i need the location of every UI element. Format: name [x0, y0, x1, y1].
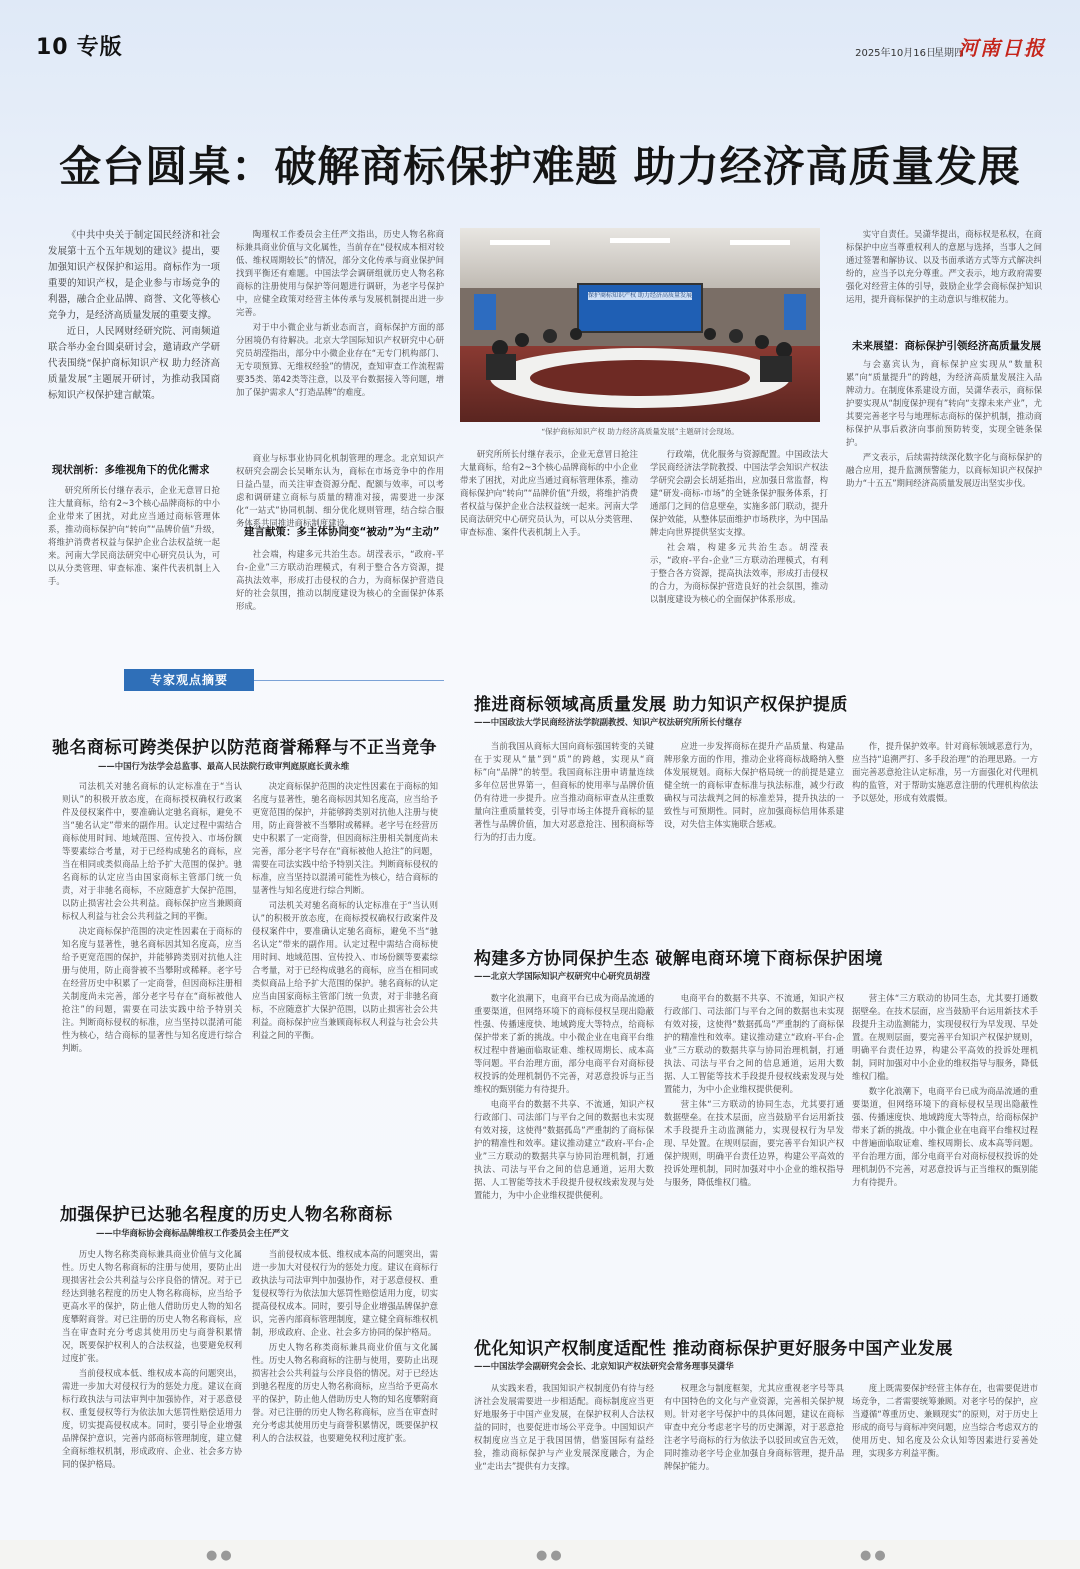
- article-4-title: 构建多方协同保护生态 破解电商环境下商标保护困境: [474, 949, 883, 969]
- col3-text: 研究所所长付继存表示，企业无意冒日抢注大量商标，给有2~3个核心品牌商标的中小企业带来了困扰，对此应当通过商标管理体系，推动商标保护向“转向”“品牌价值”升级，将维护消费者权益与保护企业合法权益统一起来。河南大学民商法研究中心研究员认为，可以从分类管理、审查标准、案件代表机制上入手。: [460, 449, 638, 537]
- article-5-col-a: 从实践来看，我国知识产权制度仍有待与经济社会发展需要进一步相适配。商标制度应当更好地服务于中国产业发展，在保护权利人合法权益的同时，也要促进市场公平竞争。中国知识产权制度应当立足于我国国情，借鉴国际有益经验，推动商标保护与产业发展深度融合，为企业“走出去”提供有力支撑。: [474, 1383, 654, 1471]
- article-1-col-a: 司法机关对驰名商标的认定标准在于“当认则认”的积极开放态度，在商标授权确权行政案件及侵权案件中，要准确认定驰名商标，避免不当“驰名认定”带来的副作用。认定过程中需结合商标使用时间、地域范围、宣传投入、市场份额等要素综合考量，对于已经构成驰名的商标，应当在相同或类似商品上给予扩大范围的保护。驰名商标的认定应当由国家商标主管部门统一负责，对于非驰名商标，不应随意扩大保护范围，以防止损害社会公共利益。商标保护应当兼顾商标权人利益与社会公共利益之间的平衡。 决定商标保护范围的决定性因素在于商标的知名度与显著性，驰名商标因其知名度高，应当给予更宽范围的保护，并能够跨类别对抗他人注册与使用，防止商誉被不当攀附或稀释。老字号在经营历史中积累了一定商誉，但因商标注册相关制度尚未完善，部分老字号存在“商标被他人抢注”的问题，需要在司法实践中给予特别关注。判断商标侵权的标准，应当坚持以混淆可能性为核心，结合商标的显著性与知名度进行综合判断。: [62, 781, 242, 1053]
- article-3-col-b: 应进一步发挥商标在提升产品质量、构建品牌形象方面的作用，推动企业将商标战略纳入整体发展规划。商标大保护格局统一的前提是建立健全统一的商标审查标准与执法标准，减少行政确权与司法裁判之间的标准差异，提升执法的一致性与可预期性。同时，应加强商标信用体系建设，对失信主体实施联合惩戒。: [664, 741, 844, 829]
- seminar-photo-svg: [460, 228, 820, 422]
- lead-paragraph: [48, 228, 220, 434]
- col5-top-text: 实守自责任。吴潇华提出，商标权是私权，在商标保护中应当尊重权利人的意愿与选择，当事人之间通过签署和解协议、以及书面承诺方式等方式解决纠纷的，应当予以充分尊重。严文表示，地方政府需要强化对经营主体的引导，鼓励企业学会商标保护知识运用，提升商标保护的主动意识与维权能力。: [846, 229, 1042, 304]
- subhead-suggestions: 建言献策：多主体协同变“被动”为“主动”: [244, 526, 440, 538]
- article-4-col-a: 数字化浪潮下，电商平台已成为商品流通的重要渠道，但网络环境下的商标侵权呈现出隐蔽性强、传播速度快、地域跨度大等特点，给商标保护带来了新的挑战。中小微企业在电商平台维权过程中普遍面临取证难、维权周期长、成本高等问题。平台治理方面，部分电商平台对商标侵权投诉的处理机制仍不完善，对恶意投诉与正当维权的甄别能力有待提升。 电商平台的数据不共享、不流通，知识产权行政部门、司法部门与平台之间的数据也未实现有效对接，这使得“数据孤岛”严重制约了商标保护的精准性和效率。建议推动建立“政府-平台-企业”三方联动的数据共享与协同治理机制，打通执法、司法与平台之间的信息通道，运用大数据、人工智能等技术手段提升侵权线索发现与处置能力，为中小企业维权提供便利。: [474, 993, 654, 1200]
- col5-low-text: 与会嘉宾认为，商标保护应实现从“数量积累”向“质量提升”的跨越，为经济高质量发展注入品牌动力。在制度体系建设方面，吴潇华表示，商标保护要实现从“制度保护现有”转向“支撑未来产业”，尤其要完善老字号与地理标志商标的保护机制，推动商标保护从事后救济向事前预防转变，实现全链条保护。 严文表示，后续需持续深化数字化与商标保护的融合应用，提升监测预警能力，以商标知识产权保护助力“十五五”期间经济高质量发展迈出坚实步伐。: [846, 359, 1042, 488]
- lead-text-1: 《中共中央关于制定国民经济和社会发展第十五个五年规划的建议》提出，要加强知识产权保护和运用。商标作为一项重要的知识产权，是企业参与市场竞争的利器，融合企业品牌、商誉、文化等核心竞争力，是经济高质量发展的重要支撑。: [48, 230, 220, 321]
- article-2-col-a: 历史人物名称类商标兼具商业价值与文化属性。历史人物名称商标的注册与使用，要防止出现损害社会公共利益与公序良俗的情况。对于已经达到驰名程度的历史人物名称商标，应当给予更高水平的保护，防止他人借助历史人物的知名度攀附商誉。对已注册的历史人物名称商标，应当在审查时充分考虑其使用历史与商誉积累情况，既要保护权利人的合法权益，也要避免权利过度扩张。 当前侵权成本低、维权成本高的问题突出，需进一步加大对侵权行为的惩处力度。建议在商标行政执法与司法审判中加强协作，对于恶意侵权、重复侵权等行为依法加大惩罚性赔偿适用力度，切实提高侵权成本。同时，要引导企业增强品牌保护意识，完善内部商标管理制度，建立健全商标维权机制，形成政府、企业、社会多方协同的保护格局。: [62, 1249, 242, 1469]
- issue-date: 2025年10月16日: [855, 48, 936, 59]
- article-3-title: 推进商标领域高质量发展 助力知识产权保护提质: [474, 695, 848, 715]
- expert-section-tag: 专家观点摘要: [124, 669, 254, 691]
- page-number: 10 专版: [36, 35, 123, 60]
- col2-top-text: 陶瑾权工作委员会主任严文指出，历史人物名称商标兼具商业价值与文化属性，当前存在“侵权成本相对较低、维权周期较长”的情况，部分文化传承与商业保护间找到平衡还有难题。中国法学会调研组就历史人物名称商标的注册使用与保护等问题进行调研，为老字号保护中，应健全政策对经营主体传承与发展机制提出进一步完善。 对于中小微企业与新业态而言，商标保护方面的部分困境仍有待解决。北京大学国际知识产权研究中心研究员胡滢指出，部分中小微企业存在“无专门机构部门、无专项预算、无维权经验”的情况，查知审查工作流程需要35类、第42类等注意，以及平台数据接入等问题，增加了保护需求人“打造品牌”的难度。: [236, 229, 444, 397]
- article-2-col-b: 当前侵权成本低、维权成本高的问题突出，需进一步加大对侵权行为的惩处力度。建议在商标行政执法与司法审判中加强协作，对于恶意侵权、重复侵权等行为依法加大惩罚性赔偿适用力度，切实提高侵权成本。同时，要引导企业增强品牌保护意识，完善内部商标管理制度，建立健全商标维权机制，形成政府、企业、社会多方协同的保护格局。 历史人物名称类商标兼具商业价值与文化属性。历史人物名称商标的注册与使用，要防止出现损害社会公共利益与公序良俗的情况。对于已经达到驰名程度的历史人物名称商标，应当给予更高水平的保护，防止他人借助历史人物的知名度攀附商誉。对已注册的历史人物名称商标，应当在审查时充分考虑其使用历史与商誉积累情况，既要保护权利人的合法权益，也要避免权利过度扩张。: [252, 1249, 438, 1443]
- page-dots-center: ●●: [536, 1548, 565, 1563]
- col2-bottom-text: 社会端，构建多元共治生态。胡滢表示，“政府-平台-企业”三方联动治理模式，有利于整合各方资源，提高执法效率，形成打击侵权的合力，为商标保护营造良好的社会氛围，推动以制度建设为核心的全面保护体系形成。: [236, 549, 444, 611]
- article-4-col-c: 营主体“三方联动的协同生态，尤其要打通数据壁垒。在技术层面，应当鼓励平台运用新技术手段提升主动监测能力，实现侵权行为早发现、早处置。在规则层面，要完善平台知识产权保护规则，明确平台责任边界，构建公平高效的投诉处理机制，同时加强对中小企业的维权指导与服务，降低维权门槛。 数字化浪潮下，电商平台已成为商品流通的重要渠道，但网络环境下的商标侵权呈现出隐蔽性强、传播速度快、地域跨度大等特点，给商标保护带来了新的挑战。中小微企业在电商平台维权过程中普遍面临取证难、维权周期长、成本高等问题。平台治理方面，部分电商平台对商标侵权投诉的处理机制仍不完善，对恶意投诉与正当维权的甄别能力有待提升。: [852, 993, 1038, 1187]
- col2-low-text: 商业与标事业协同化机制管理的理念。北京知识产权研究会副会长吴晰东认为，商标在市场竞争中的作用日益凸显，而关注审查资源分配、配额与效率，可以考虑和调研建立商标与质量的精准对接，需要进一步深化“一站式”协同机制、细分优化规则管理，结合综合服务体系共同推进商标制度建设。: [236, 453, 444, 528]
- subhead-status: 现状剖析：多维视角下的优化需求: [52, 464, 210, 476]
- page-header: [36, 30, 1046, 64]
- article-4-col-b: 电商平台的数据不共享、不流通，知识产权行政部门、司法部门与平台之间的数据也未实现有效对接，这使得“数据孤岛”严重制约了商标保护的精准性和效率。建议推动建立“政府-平台-企业”三方联动的数据共享与协同治理机制，打通执法、司法与平台之间的信息通道，运用大数据、人工智能等技术手段提升侵权线索发现与处置能力，为中小企业维权提供便利。 营主体“三方联动的协同生态，尤其要打通数据壁垒。在技术层面，应当鼓励平台运用新技术手段提升主动监测能力，实现侵权行为早发现、早处置。在规则层面，要完善平台知识产权保护规则，明确平台责任边界，构建公平高效的投诉处理机制，同时加强对中小企业的维权指导与服务，降低维权门槛。: [664, 993, 844, 1187]
- article-5-byline: ——中国法学会副研究会会长、北京知识产权法研究会常务理事吴潇华: [474, 1361, 734, 1371]
- page-dots-right: ●●: [860, 1548, 889, 1563]
- issue-weekday: 星期四: [934, 48, 964, 59]
- page-dots-left: ●●: [206, 1548, 235, 1563]
- subhead-outlook: 未来展望：商标保护引领经济高质量发展: [852, 340, 1041, 352]
- article-5-col-c: 度上既需要保护经营主体存在，也需要促进市场竞争，二者需要统筹兼顾。对老字号的保护，应当遵循“尊重历史、兼顾现实”的原则，对于历史上形成的商号与商标冲突问题，应当综合考虑双方的使用历史、知名度及公众认知等因素进行妥善处理，实现多方利益平衡。: [852, 1383, 1038, 1458]
- article-2-title: 加强保护已达驰名程度的历史人物名称商标: [60, 1205, 393, 1225]
- article-1-col-b: 决定商标保护范围的决定性因素在于商标的知名度与显著性，驰名商标因其知名度高，应当给予更宽范围的保护，并能够跨类别对抗他人注册与使用，防止商誉被不当攀附或稀释。老字号在经营历史中积累了一定商誉，但因商标注册相关制度尚未完善，部分老字号存在“商标被他人抢注”的问题，需要在司法实践中给予特别关注。判断商标侵权的标准，应当坚持以混淆可能性为核心，结合商标的显著性与知名度进行综合判断。 司法机关对驰名商标的认定标准在于“当认则认”的积极开放态度，在商标授权确权行政案件及侵权案件中，要准确认定驰名商标，避免不当“驰名认定”带来的副作用。认定过程中需结合商标使用时间、地域范围、宣传投入、市场份额等要素综合考量，对于已经构成驰名的商标，应当在相同或类似商品上给予扩大范围的保护。驰名商标的认定应当由国家商标主管部门统一负责，对于非驰名商标，不应随意扩大保护范围，以防止损害社会公共利益。商标保护应当兼顾商标权人利益与社会公共利益之间的平衡。: [252, 781, 438, 1040]
- article-3-col-c: 作，提升保护效率。针对商标领域恶意行为，应当持“追溯严打、多手段治理”的治理思路。一方面完善恶意抢注认定标准，另一方面强化对代理机构的监管，对于帮助实施恶意注册的代理机构依法予以惩处，形成有效震慑。: [852, 741, 1038, 803]
- article-3-byline: ——中国政法大学民商经济法学院副教授、知识产权法研究所所长付继存: [474, 717, 742, 727]
- photo-banner-text: 保护商标知识产权 助力经济高质量发展: [588, 292, 692, 299]
- col4-text: 行政端，优化服务与资源配置。中国政法大学民商经济法学院教授、中国法学会知识产权法学研究会副会长胡延指出，应加强日常监督，构建“研发-商标-市场”的全链条保护服务体系，打通部门之间的信息壁垒，实施多部门联动，提升保护效能，从整体层面维护市场秩序，为中国品牌走向世界提供坚实支撑。 社会端，构建多元共治生态。胡滢表示，“政府-平台-企业”三方联动治理模式，有利于整合各方资源，提高执法效率，形成打击侵权的合力，为商标保护营造良好的社会氛围，推动以制度建设为核心的全面保护体系形成。: [650, 449, 828, 604]
- newspaper-logo: 河南日报: [958, 36, 1046, 60]
- article-1-byline: ——中国行为法学会总监事、最高人民法院行政审判庭原庭长黄永维: [98, 761, 350, 771]
- page-headline: 金台圆桌：破解商标保护难题 助力经济高质量发展: [59, 142, 1021, 191]
- article-5-title: 优化知识产权制度适配性 推动商标保护更好服务中国产业发展: [474, 1339, 953, 1359]
- seminar-photo: [460, 228, 820, 422]
- col1-low-text: 研究所所长付继存表示，企业无意冒日抢注大量商标，给有2~3个核心品牌商标的中小企业带来了困扰，对此应当通过商标管理体系，推动商标保护向“转向”“品牌价值”升级，将维护消费者权益与保护企业合法权益统一起来。河南大学民商法研究中心研究员认为，可以从分类管理、审查标准、案件代表机制上入手。: [48, 485, 220, 586]
- photo-caption: “保护商标知识产权 助力经济高质量发展”主题研讨会现场。: [541, 427, 739, 436]
- article-1-title: 驰名商标可跨类保护以防范商誉稀释与不正当竞争: [52, 738, 437, 758]
- article-4-byline: ——北京大学国际知识产权研究中心研究员胡滢: [474, 971, 650, 981]
- lead-text-2: 近日，人民网财经研究院、河南频道联合举办金台圆桌研讨会，邀请政产学研代表围绕“保护商标知识产权 助力经济高质量发展”主题展开研讨，为推动我国商标知识产权保护建言献策。: [48, 326, 220, 401]
- article-2-byline: ——中华商标协会商标品牌维权工作委员会主任严文: [96, 1228, 289, 1238]
- section-label: 专版: [76, 35, 123, 60]
- expert-tag-line: [254, 680, 444, 681]
- article-5-col-b: 权理念与制度框架，尤其应重视老字号等具有中国特色的文化与产业资源，完善相关保护规则。针对老字号保护中的具体问题，建议在商标审查中充分考虑老字号的历史渊源，对于恶意抢注老字号商标的行为依法予以驳回或宣告无效，同时推动老字号企业加强自身商标管理，提升品牌保护能力。: [664, 1383, 844, 1471]
- article-3-col-a: 当前我国从商标大国向商标强国转变的关键在于实现从“量”到“质”的跨越，实现从“商标”向“品牌”的转型。我国商标注册申请量连续多年位居世界第一，但商标的使用率与品牌价值仍有待进一步提升。应当推动商标审查从注重数量向注重质量转变，引导市场主体提升商标的显著性与品牌价值，加大对恶意抢注、囤积商标等行为的打击力度。: [474, 741, 654, 842]
